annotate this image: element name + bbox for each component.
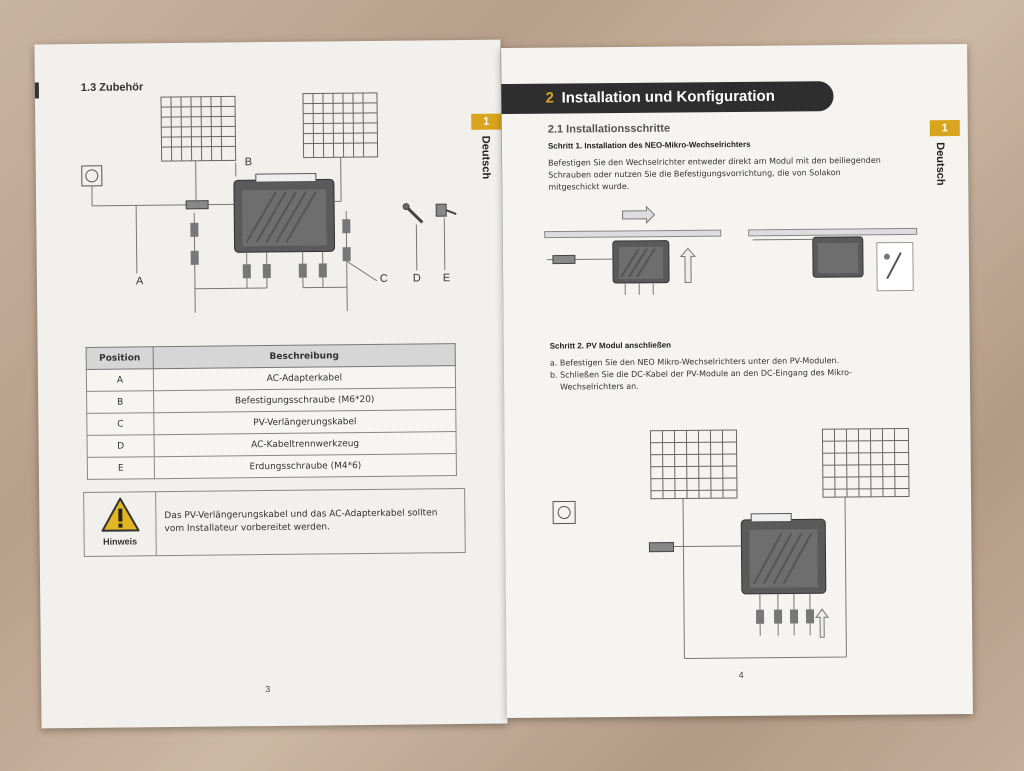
- label-c: C: [379, 272, 388, 285]
- solar-panel-right: [303, 93, 378, 158]
- dc-connector-icon: [343, 247, 351, 261]
- arrow-right-icon: [622, 207, 654, 223]
- mounting-diagram: [542, 202, 923, 305]
- table-cell-description: Erdungsschraube (M4*6): [154, 454, 456, 479]
- step1-line: Schrauben oder nutzen Sie die Befestigungsvorrichtung, die von Solakon: [548, 168, 841, 180]
- note-line: vom Installateur vorbereitet werden.: [164, 522, 330, 535]
- warning-icon: [100, 496, 140, 532]
- solar-panel-left: [650, 430, 737, 499]
- left-page: [34, 40, 507, 729]
- inverter-icon: [741, 513, 826, 594]
- table-header-position: Position: [86, 347, 153, 370]
- chapter-title: Installation und Konfiguration: [561, 87, 775, 107]
- solar-panel-right: [822, 429, 909, 498]
- table-cell-position: D: [87, 435, 154, 458]
- inverter-icon: [234, 173, 335, 252]
- table-header-description: Beschreibung: [153, 344, 455, 369]
- screw-icon: [436, 204, 456, 216]
- label-a: A: [135, 275, 144, 288]
- step2-line: b. Schließen Sie die DC-Kabel der PV-Module an den DC-Eingang des Mikro-: [549, 367, 853, 380]
- right-page: [501, 44, 973, 718]
- ac-connector-icon: [649, 543, 673, 552]
- note-box: [83, 488, 466, 557]
- dc-connector-icon: [191, 251, 199, 265]
- socket-icon: [82, 166, 102, 186]
- page-number: 3: [265, 684, 271, 695]
- section-title: 1.3 Zubehör: [80, 81, 144, 94]
- table-cell-position: A: [86, 369, 153, 392]
- arrow-up-icon: [681, 248, 695, 282]
- dc-connector-icon: [190, 223, 198, 237]
- language-label: Deutsch: [933, 142, 947, 186]
- socket-icon: [553, 501, 575, 523]
- mounting-kit-icon: [877, 242, 913, 290]
- step1-line: Befestigen Sie den Wechselrichter entweder direkt am Modul mit den beiliegenden: [548, 155, 881, 168]
- chapter-banner: [501, 81, 833, 114]
- section-marker: [35, 82, 39, 98]
- label-e: E: [442, 272, 451, 285]
- solar-panel-left: [161, 96, 236, 161]
- step2-line: a. Befestigen Sie den NEO Mikro-Wechselrichters unter den PV-Modulen.: [549, 356, 840, 368]
- table-cell-description: AC-Kabeltrennwerkzeug: [154, 432, 456, 457]
- step2-text: [550, 355, 852, 394]
- language-label: Deutsch: [479, 135, 492, 180]
- ac-connector-icon: [553, 255, 575, 263]
- step1-text: [548, 155, 881, 194]
- table-row: [87, 454, 456, 480]
- label-d: D: [412, 272, 421, 285]
- language-tab: 1: [471, 114, 501, 130]
- step2-line: Wechselrichters an.: [560, 381, 639, 392]
- step1-heading: Schritt 1. Installation des NEO-Mikro-Wechselrichters: [547, 139, 751, 151]
- language-tab: 1: [930, 120, 960, 136]
- chapter-number: 2: [545, 89, 554, 107]
- inverter-icon: [613, 241, 669, 283]
- note-icon-cell: [84, 492, 157, 556]
- table-cell-description: AC-Adapterkabel: [153, 366, 455, 391]
- note-label: Hinweis: [103, 536, 138, 547]
- step2-heading: Schritt 2. PV Modul anschließen: [549, 340, 672, 351]
- dc-connector-icon: [342, 219, 350, 233]
- pv-connection-diagram: [544, 424, 926, 677]
- accessories-table: [86, 343, 457, 480]
- cable-tool-icon: [403, 203, 422, 222]
- table-cell-position: E: [87, 457, 154, 480]
- table-cell-position: B: [87, 391, 154, 414]
- page-number: 4: [738, 669, 744, 680]
- ac-connector-icon: [186, 201, 208, 209]
- arrow-up-icon: [816, 609, 828, 637]
- table-cell-position: C: [87, 413, 154, 436]
- note-line: Das PV-Verlängerungskabel und das AC-Adapterkabel sollten: [164, 508, 438, 522]
- label-b: B: [244, 156, 253, 169]
- table-cell-description: PV-Verlängerungskabel: [154, 410, 456, 435]
- step1-line: mitgeschickt wurde.: [548, 181, 630, 192]
- inverter-icon: [813, 237, 863, 277]
- table-cell-description: Befestigungsschraube (M6*20): [154, 388, 456, 413]
- section-title: 2.1 Installationsschritte: [547, 122, 671, 136]
- note-text: [164, 507, 437, 536]
